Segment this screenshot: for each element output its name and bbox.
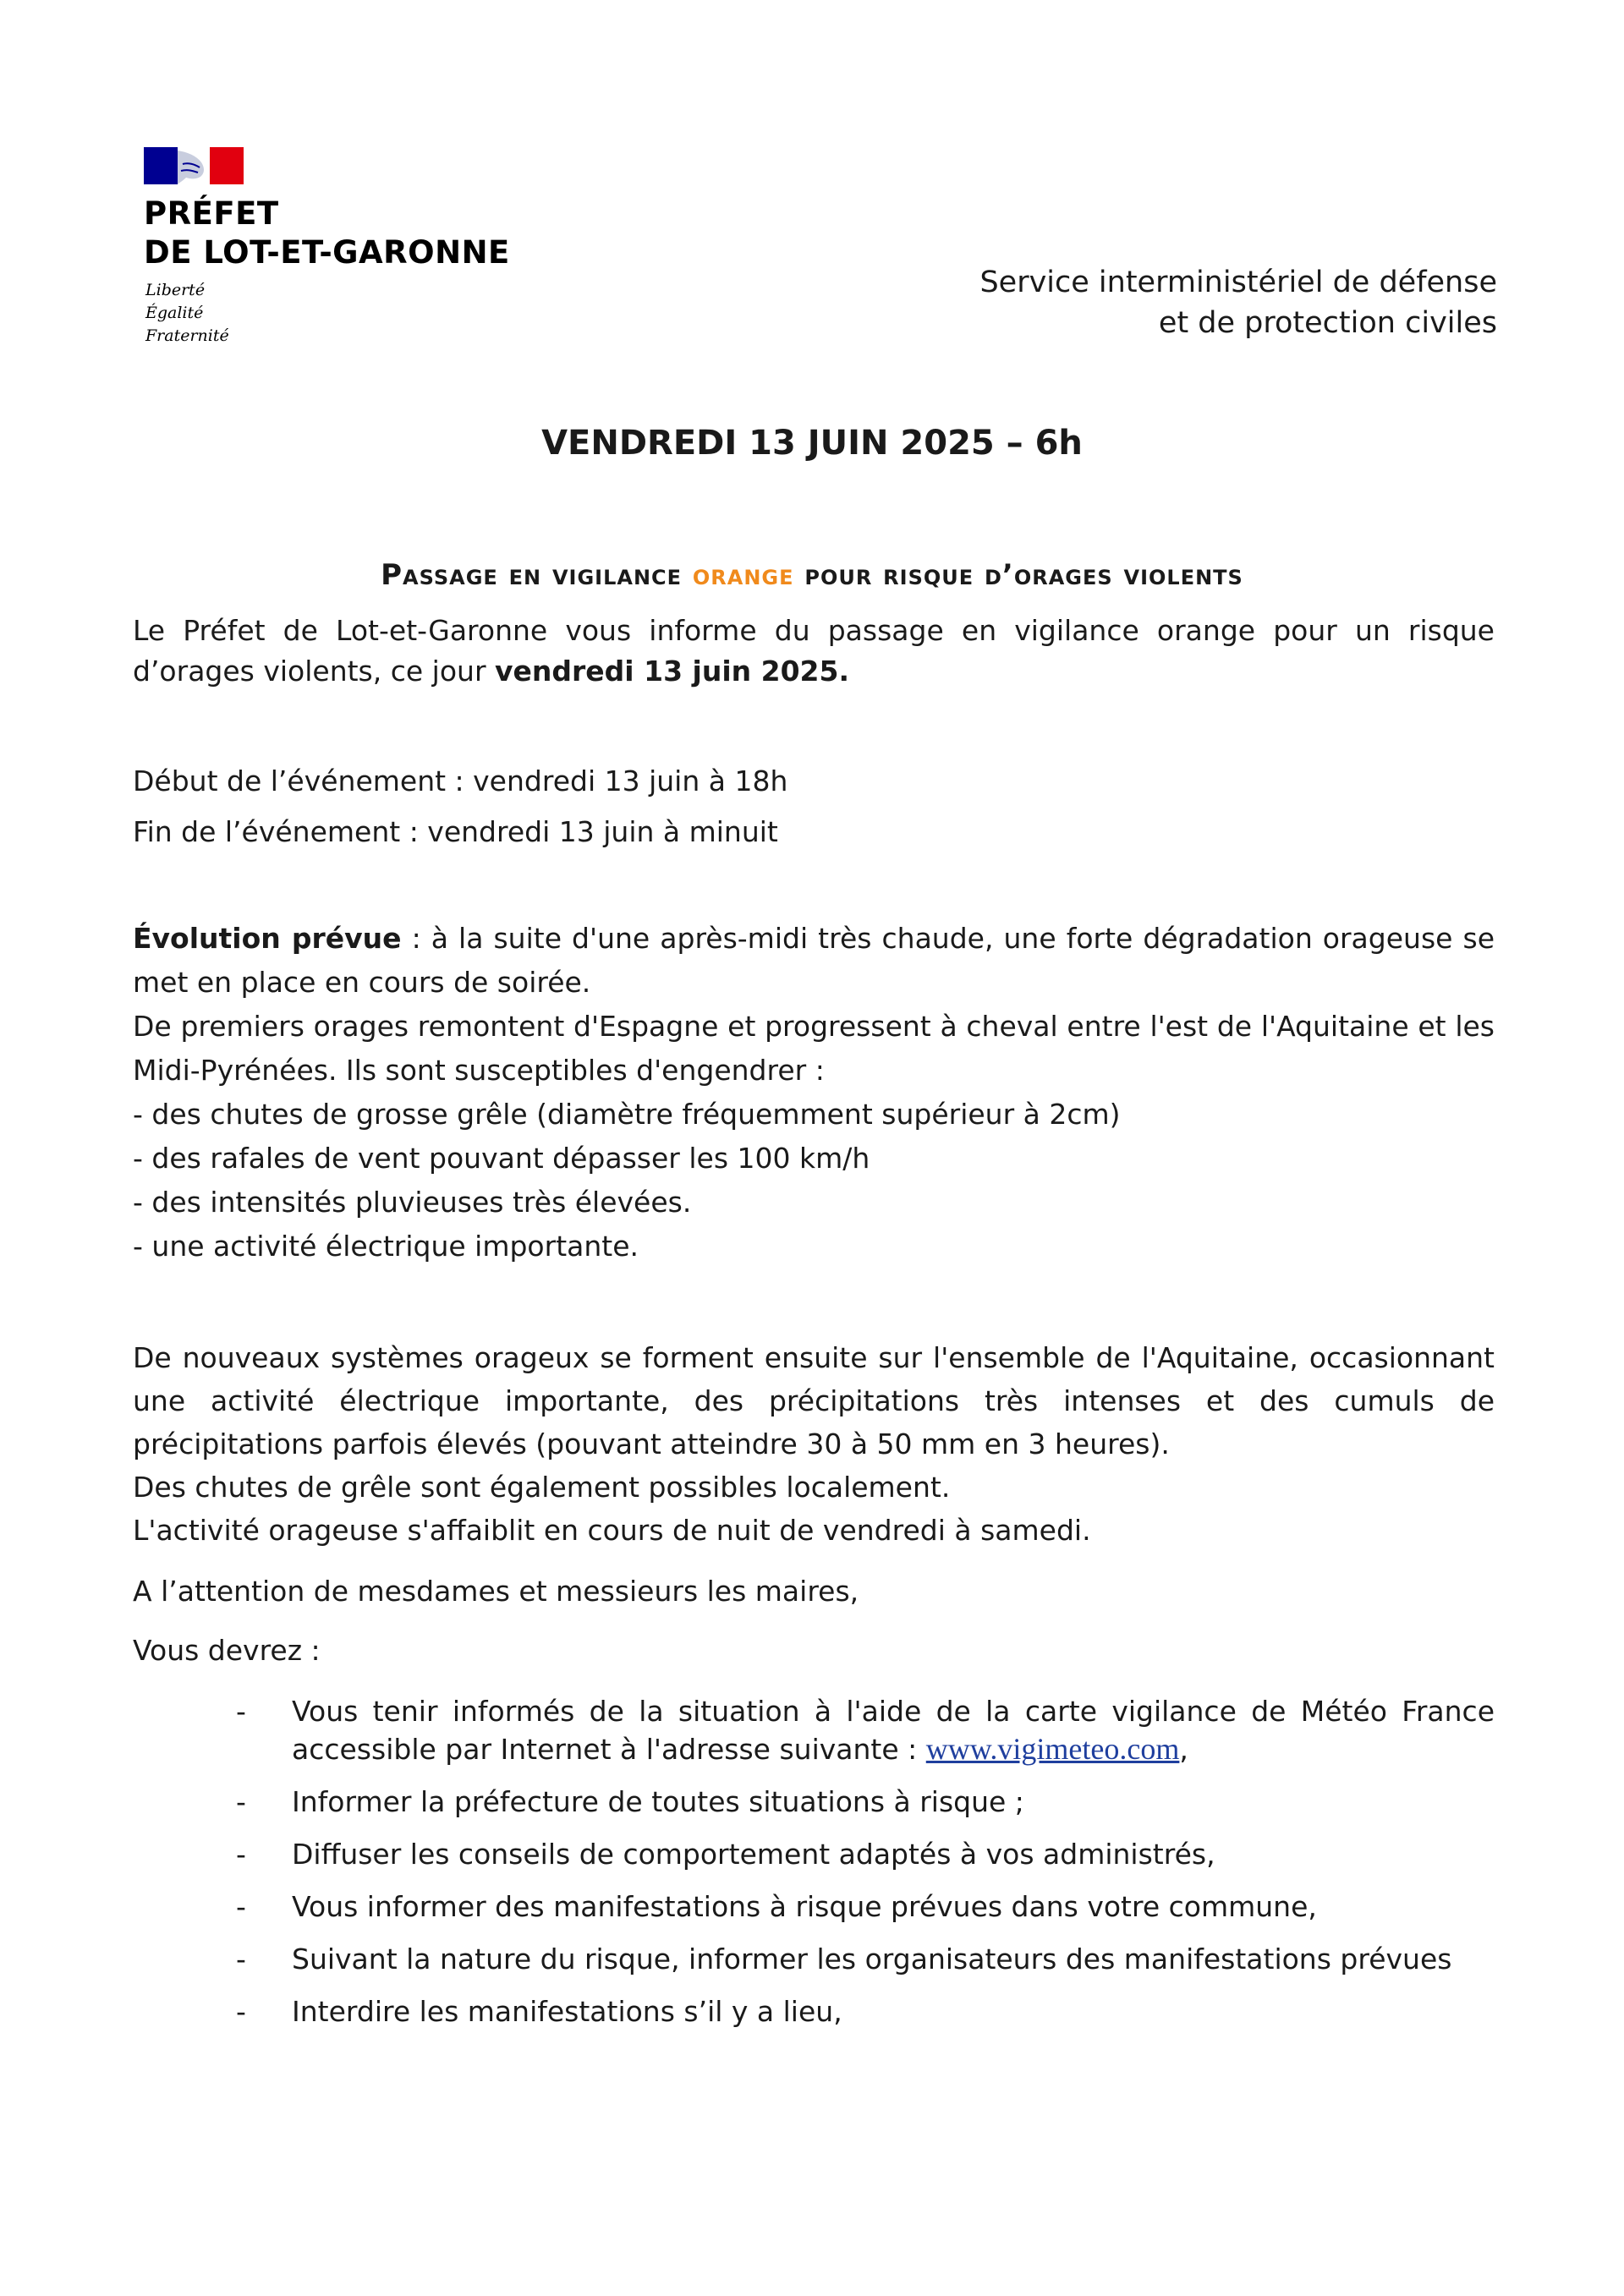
list-dash: -	[236, 1943, 246, 1975]
service-line-1: Service interministériel de défense	[979, 266, 1497, 299]
duty-text: Diffuser les conseils de comportement adaptés à vos administrés,	[292, 1838, 1215, 1871]
intro-date: vendredi 13 juin 2025.	[495, 655, 849, 688]
motto-egalite: Égalité	[145, 304, 204, 322]
duty-item	[133, 1888, 1495, 1926]
list-dash: -	[236, 1785, 246, 1818]
evolution-item: - des rafales de vent pouvant dépasser les 100 km/h	[133, 1142, 870, 1175]
service-name	[979, 262, 1497, 343]
duty-item	[133, 1993, 1495, 2030]
service-line-2: et de protection civiles	[1158, 306, 1497, 340]
duty-item	[133, 1693, 1495, 1768]
marianne-flag-icon	[144, 147, 244, 184]
duty-text: Suivant la nature du risque, informer les organisateurs des manifestations prévues	[292, 1943, 1452, 1975]
title-after: pour risque d’orages violents	[793, 558, 1243, 592]
evolution-paragraph-2: De premiers orages remontent d'Espagne et progressent à cheval entre l'est de l'Aquitaine et les Midi-Pyrénées. Ils sont susceptibles d'engendrer :	[133, 1010, 1495, 1087]
intro-paragraph	[133, 611, 1495, 692]
intro-text: Le Préfet de Lot-et-Garonne vous informe du passage en vigilance orange pour un risque d’orages violents, ce jour	[133, 614, 1495, 688]
page-title	[0, 551, 1624, 599]
mayors-address: A l’attention de mesdames et messieurs les maires,	[133, 1575, 859, 1608]
list-dash: -	[236, 1890, 246, 1923]
evolution-paragraph	[133, 917, 1495, 1005]
duty-text-end: ,	[1179, 1733, 1188, 1766]
prefect-line-1: PRÉFET	[144, 195, 279, 232]
duties-list	[133, 1693, 1495, 2046]
prefect-name	[144, 195, 510, 272]
duty-text: Vous tenir informés de la situation à l'aide de la carte vigilance de Météo France accessible par Internet à l'adresse suivante :	[292, 1695, 1495, 1766]
list-dash: -	[236, 1838, 246, 1871]
date-heading: VENDREDI 13 JUIN 2025 – 6h	[541, 424, 1083, 463]
event-start: Début de l’événement : vendredi 13 juin à 18h	[133, 764, 788, 797]
duty-item	[133, 1941, 1495, 1978]
title-highlight: orange	[692, 558, 794, 592]
duty-item	[133, 1836, 1495, 1873]
evolution-item: - des chutes de grosse grêle (diamètre fréquemment supérieur à 2cm)	[133, 1098, 1121, 1131]
evolution-label: Évolution prévue	[133, 922, 402, 955]
systems-paragraph-1: De nouveaux systèmes orageux se forment ensuite sur l'ensemble de l'Aquitaine, occasionnant une activité électrique importante, des précipitations très intenses et des cumuls de précipitations parfois élevés (pouvant atteindre 30 à 50 mm en 3 heures).	[133, 1341, 1495, 1460]
motto-liberte: Liberté	[145, 281, 206, 299]
duties-heading: Vous devrez :	[133, 1634, 321, 1667]
systems-paragraph-2: Des chutes de grêle sont également possibles localement.	[133, 1471, 951, 1504]
systems-paragraph-3: L'activité orageuse s'affaiblit en cours de nuit de vendredi à samedi.	[133, 1514, 1091, 1547]
title-before: Passage en vigilance	[381, 558, 693, 592]
evolution-item: - des intensités pluvieuses très élevées.	[133, 1186, 692, 1219]
vigimeteo-link[interactable]: www.vigimeteo.com	[925, 1732, 1180, 1766]
prefect-line-2: DE LOT-ET-GARONNE	[144, 234, 510, 271]
motto-fraternite: Fraternité	[145, 326, 229, 345]
evolution-text: : à la suite d'une après-midi très chaude, une forte dégradation orageuse se met en place en cours de soirée.	[133, 922, 1495, 999]
evolution-item: - une activité électrique importante.	[133, 1230, 639, 1263]
duty-text: Informer la préfecture de toutes situations à risque ;	[292, 1785, 1024, 1818]
list-dash: -	[236, 1695, 246, 1728]
evolution-section	[133, 917, 1495, 1269]
duty-text: Interdire les manifestations s’il y a lieu,	[292, 1995, 842, 2028]
list-dash: -	[236, 1995, 246, 2028]
systems-section	[133, 1336, 1495, 1552]
duty-text: Vous informer des manifestations à risque prévues dans votre commune,	[292, 1890, 1317, 1923]
duty-item	[133, 1784, 1495, 1821]
republic-motto	[145, 279, 229, 348]
event-end: Fin de l’événement : vendredi 13 juin à minuit	[133, 815, 778, 848]
